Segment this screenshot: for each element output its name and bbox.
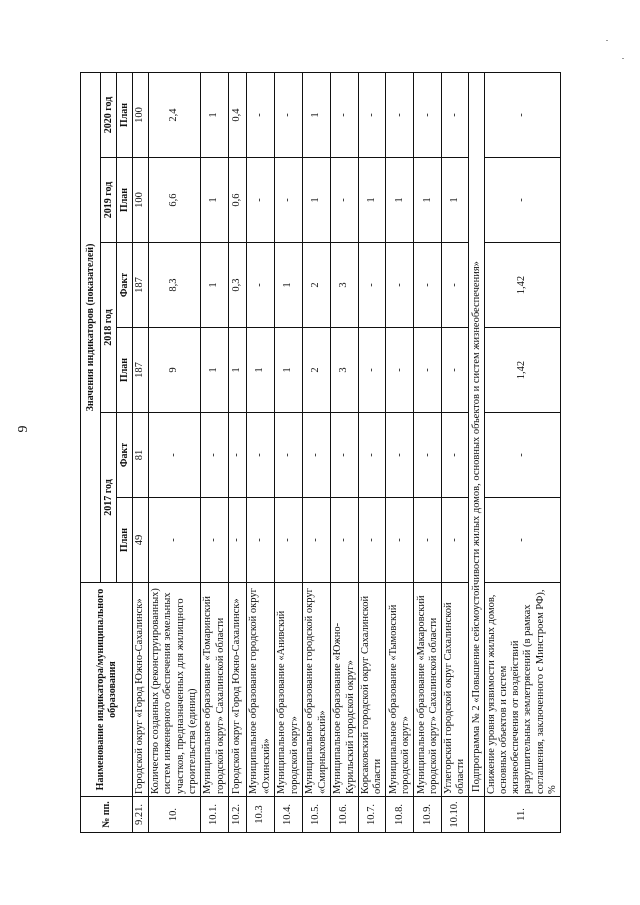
value-cell: - [414, 498, 442, 583]
value-cell: 1,42 [485, 328, 560, 413]
value-cell: 1 [303, 72, 331, 157]
value-cell: - [414, 72, 442, 157]
value-cell: 9 [149, 328, 201, 413]
row-number: 9.21. [133, 797, 149, 833]
header-values: Значения индикаторов (показателей) [81, 72, 101, 582]
row-number: 10.8. [386, 797, 414, 833]
value-cell: 100 [133, 72, 149, 157]
value-cell: - [442, 498, 469, 583]
table-row [201, 72, 229, 832]
value-cell: 3 [331, 243, 359, 328]
indicator-name: Муниципальное образование «Тымовский городской округ» [386, 583, 414, 797]
header-year-2017: 2017 год [101, 413, 117, 583]
value-cell: 1 [275, 243, 303, 328]
value-cell: - [201, 498, 229, 583]
value-cell: - [485, 158, 560, 243]
value-cell: - [331, 72, 359, 157]
value-cell: 1 [386, 158, 414, 243]
value-cell: - [275, 72, 303, 157]
row-number: 11. [485, 797, 560, 833]
header-year-2018: 2018 год [101, 243, 117, 413]
value-cell: 49 [133, 498, 149, 583]
row-number: 10.7. [359, 797, 386, 833]
value-cell: - [359, 243, 386, 328]
value-cell: - [414, 328, 442, 413]
indicator-name: Муниципальное образование «Томаринский городской округ» Сахалинской области [201, 583, 229, 797]
scan-mark [622, 58, 624, 59]
value-cell: - [149, 413, 201, 498]
value-cell: - [331, 158, 359, 243]
value-cell: 187 [133, 243, 149, 328]
table-row [229, 72, 247, 832]
value-cell: - [442, 243, 469, 328]
table-row [149, 72, 201, 832]
value-cell: - [303, 413, 331, 498]
value-cell: - [359, 413, 386, 498]
row-number: 10.3 [247, 797, 275, 833]
indicator-name: Муниципальное образование городской округ «Смирныховский» [303, 583, 331, 797]
indicator-name: Городской округ «Город Южно-Сахалинск» [133, 583, 149, 797]
subprogram-title: Подпрограмма № 2 «Повышение сейсмоустойчивости жилых домов, основных объектов и систем жизнеобеспечения» [469, 72, 485, 796]
value-cell: - [386, 498, 414, 583]
header-plan: План [117, 72, 133, 157]
value-cell: - [386, 413, 414, 498]
value-cell: 1 [414, 158, 442, 243]
indicator-name: Углегорский городской округ Сахалинской области [442, 583, 469, 797]
table-row [133, 72, 149, 832]
value-cell: - [359, 498, 386, 583]
value-cell: - [359, 328, 386, 413]
value-cell: - [414, 243, 442, 328]
row-number: 10.4. [275, 797, 303, 833]
value-cell: - [485, 413, 560, 498]
table-row [359, 72, 386, 832]
header-fact: Факт [117, 243, 133, 328]
subprogram-row [469, 72, 485, 832]
value-cell: - [442, 328, 469, 413]
table-row [485, 72, 560, 832]
indicator-name: Муниципальное образование «Макаровский городской округ» Сахалинской области [414, 583, 442, 797]
value-cell: 1 [201, 158, 229, 243]
value-cell: - [229, 413, 247, 498]
header-num: № пп. [81, 797, 133, 833]
row-number: 10.1. [201, 797, 229, 833]
row-number: 10.5. [303, 797, 331, 833]
value-cell: 0,6 [229, 158, 247, 243]
value-cell: 8,3 [149, 243, 201, 328]
row-number: 10.9. [414, 797, 442, 833]
indicator-name: Корсаковский городской округ Сахалинской области [359, 583, 386, 797]
value-cell: 2,4 [149, 72, 201, 157]
table-row [247, 72, 275, 832]
value-cell: 1 [247, 328, 275, 413]
value-cell: - [247, 158, 275, 243]
row-number: 10.6. [331, 797, 359, 833]
table-row [386, 72, 414, 832]
value-cell: - [386, 328, 414, 413]
indicator-name: Снижение уровня уязвимости жилых домов, основных объектов и систем жизнеобеспечения от воздействий разрушительных землетрясений (в рамках соглашения, заключенного с Минстроем РФ), % [485, 583, 560, 797]
page-number: 9 [16, 425, 31, 433]
value-cell: - [149, 498, 201, 583]
value-cell: 1 [201, 328, 229, 413]
value-cell: - [229, 498, 247, 583]
value-cell: 1 [275, 328, 303, 413]
indicators-table [80, 72, 561, 833]
header-name: Наименование индикатора/муниципального образования [81, 583, 133, 797]
value-cell: - [386, 72, 414, 157]
value-cell: 2 [303, 328, 331, 413]
indicator-name: Городской округ «Город Южно-Сахалинск» [229, 583, 247, 797]
value-cell: 81 [133, 413, 149, 498]
value-cell: 0,3 [229, 243, 247, 328]
value-cell: - [331, 498, 359, 583]
value-cell: - [442, 72, 469, 157]
value-cell: 3 [331, 328, 359, 413]
value-cell: 2 [303, 243, 331, 328]
value-cell: - [275, 413, 303, 498]
table-row [442, 72, 469, 832]
value-cell: 100 [133, 158, 149, 243]
value-cell: 1 [201, 243, 229, 328]
value-cell: 1,42 [485, 243, 560, 328]
header-year-2020: 2020 год [101, 72, 117, 157]
value-cell: - [247, 72, 275, 157]
indicator-name: Муниципальное образование «Южно-Курильский городской округ» [331, 583, 359, 797]
header-plan: План [117, 328, 133, 413]
row-number: 10.2. [229, 797, 247, 833]
value-cell: 1 [359, 158, 386, 243]
table-row [275, 72, 303, 832]
value-cell: - [359, 72, 386, 157]
header-year-2019: 2019 год [101, 158, 117, 243]
value-cell: - [485, 498, 560, 583]
value-cell: - [247, 243, 275, 328]
value-cell: 1 [442, 158, 469, 243]
value-cell: - [247, 498, 275, 583]
header-plan: План [117, 158, 133, 243]
value-cell: - [331, 413, 359, 498]
value-cell: 187 [133, 328, 149, 413]
row-number: 10. [149, 797, 201, 833]
value-cell: - [275, 498, 303, 583]
table-row [303, 72, 331, 832]
indicator-name: Муниципальное образование «Анивский городской округ» [275, 583, 303, 797]
header-plan: План [117, 498, 133, 583]
value-cell: - [442, 413, 469, 498]
value-cell: 6,6 [149, 158, 201, 243]
table-row [331, 72, 359, 832]
indicator-name: Количество созданных (реконструированных) систем инженерного обеспечения земельных участков, предназначенных для жилищного строительства (единиц) [149, 583, 201, 797]
value-cell: 1 [201, 72, 229, 157]
value-cell: - [485, 72, 560, 157]
value-cell: - [386, 243, 414, 328]
rotated-table-container [80, 73, 558, 833]
value-cell: 1 [229, 328, 247, 413]
subprogram-num-cell [469, 797, 485, 833]
header-fact: Факт [117, 413, 133, 498]
row-number: 10.10. [442, 797, 469, 833]
value-cell: - [414, 413, 442, 498]
value-cell: 1 [303, 158, 331, 243]
value-cell: - [247, 413, 275, 498]
value-cell: - [303, 498, 331, 583]
value-cell: 0,4 [229, 72, 247, 157]
scan-mark [606, 40, 608, 41]
table-row [414, 72, 442, 832]
value-cell: - [275, 158, 303, 243]
indicator-name: Муниципальное образование городской округ «Охинский» [247, 583, 275, 797]
value-cell: - [201, 413, 229, 498]
